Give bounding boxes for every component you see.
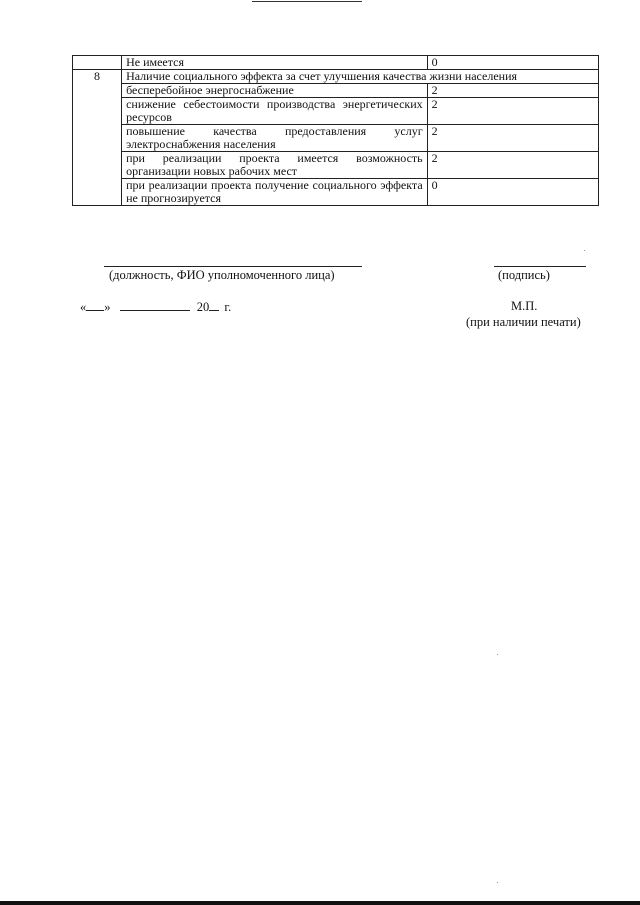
row-description: Не имеется: [122, 56, 428, 70]
date-open-quote: «: [80, 300, 87, 314]
row-description: при реализации проекта получение социального эффекта не прогнозируется: [122, 179, 428, 206]
row-number: [73, 152, 122, 179]
year-suffix: г.: [224, 300, 232, 314]
row-number: [73, 56, 122, 70]
table-row: [73, 84, 599, 98]
row-score: 2: [427, 125, 598, 152]
row-description: снижение себестоимости производства энергетических ресурсов: [122, 98, 428, 125]
table-row: [73, 179, 599, 206]
scan-speck: [497, 882, 498, 883]
scan-speck: [584, 250, 585, 251]
row-description: бесперебойное энергоснабжение: [122, 84, 428, 98]
row-score: 0: [427, 56, 598, 70]
table-row: [73, 125, 599, 152]
position-caption: (должность, ФИО уполномоченного лица): [109, 268, 335, 282]
signature-line: [494, 266, 586, 267]
row-score: 0: [427, 179, 598, 206]
signature-caption: (подпись): [498, 268, 550, 282]
row-number: 8: [73, 70, 122, 84]
month-blank: [120, 299, 190, 311]
row-number: [73, 125, 122, 152]
row-description: при реализации проекта имеется возможность организации новых рабочих мест: [122, 152, 428, 179]
row-score: 2: [427, 98, 598, 125]
row-score: 2: [427, 84, 598, 98]
top-rule: [252, 1, 362, 2]
scan-speck: [497, 654, 498, 655]
table-row: [73, 98, 599, 125]
year-prefix: 20: [196, 300, 210, 314]
row-number: [73, 84, 122, 98]
stamp-label: М.П.: [511, 299, 538, 313]
row-number: [73, 98, 122, 125]
bottom-edge: [0, 901, 640, 905]
row-number: [73, 179, 122, 206]
row-score: 2: [427, 152, 598, 179]
stamp-note: (при наличии печати): [466, 315, 581, 329]
date-field: [80, 299, 231, 315]
day-blank: [86, 299, 104, 311]
table-row: [73, 70, 599, 84]
date-close-quote: »: [104, 300, 111, 314]
table-row: [73, 152, 599, 179]
criteria-table: [72, 55, 599, 206]
row-description: повышение качества предоставления услуг электроснабжения населения: [122, 125, 428, 152]
row-section-heading: Наличие социального эффекта за счет улучшения качества жизни населения: [122, 70, 599, 84]
year-blank: [209, 299, 219, 311]
position-signature-line: [104, 266, 362, 267]
table-row: [73, 56, 599, 70]
